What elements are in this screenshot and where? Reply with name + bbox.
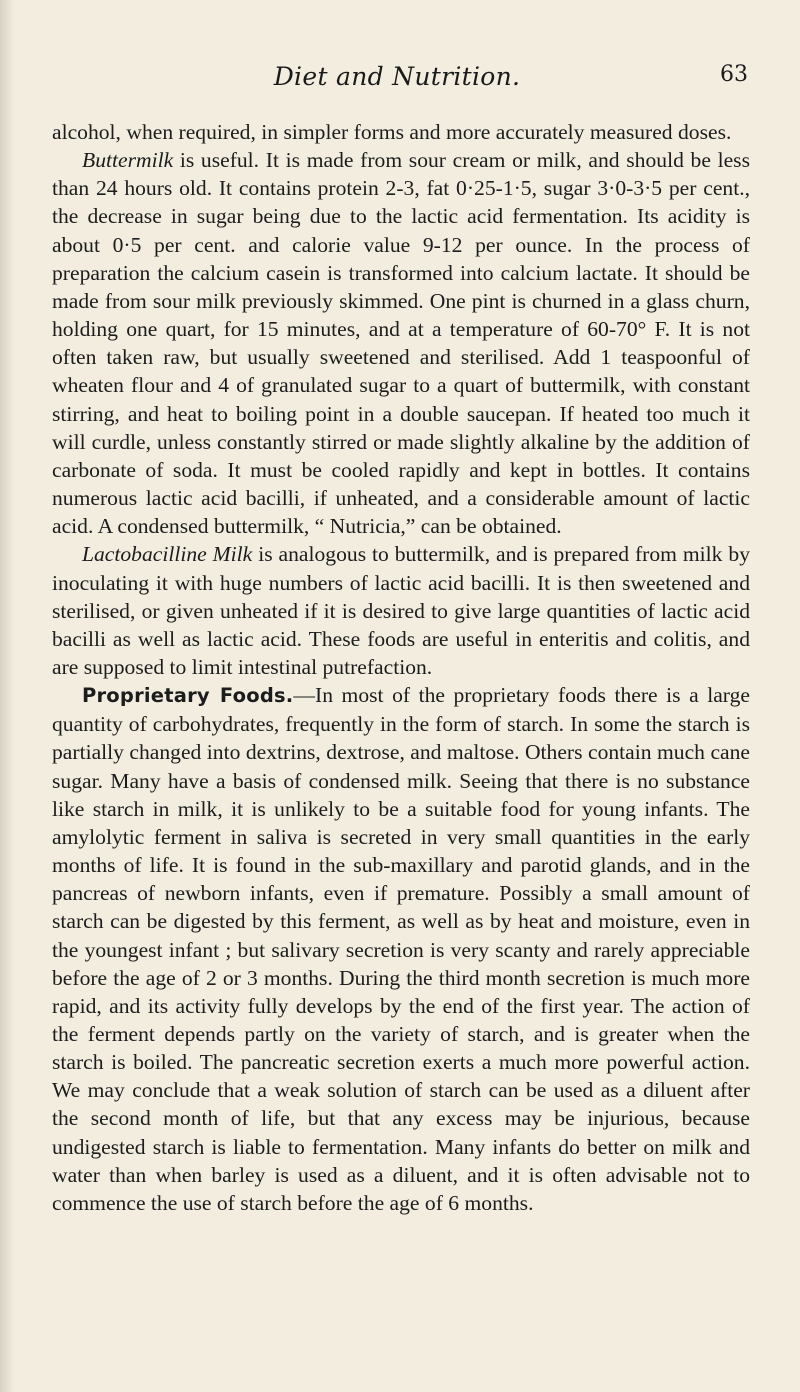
run-in-title-buttermilk: Buttermilk xyxy=(82,148,174,173)
page-number: 63 xyxy=(720,62,748,87)
section-heading-proprietary-foods: Proprietary Foods. xyxy=(82,684,294,708)
body-text xyxy=(52,118,750,1217)
paragraph-alcohol-continuation xyxy=(52,118,750,146)
paragraph-text: is useful. It is made from sour cream or milk, and should be less than 24 hours old. It contains protein 2-3, fat 0·25-1·5, sugar 3·0-3·5 per cent., the decrease in sugar being due to the lactic acid fermentation. Its acidity is about 0·5 per cent. and calorie value 9-12 per ounce. In the process of preparation the calcium casein is transformed into calcium lactate. It should be made from sour milk previously skimmed. One pint is churned in a glass churn, holding one quart, for 15 minutes, and at a temperature of 60-70° F. It is not often taken raw, but usually sweetened and sterilised. Add 1 teaspoonful of wheaten flour and 4 of granulated sugar to a quart of buttermilk, with constant stirring, and heat to boiling point in a double saucepan. If heated too much it will curdle, unless constantly stirred or made slightly alkaline by the addition of carbonate of soda. It must be cooled rapidly and kept in bottles. It contains numerous lactic acid bacilli, if unheated, and a considerable amount of lactic acid. A condensed buttermilk, “ Nutricia,” can be obtained. xyxy=(52,148,750,539)
paragraph-text: is analogous to buttermilk, and is prepared from milk by inoculating it with huge numbers of lactic acid bacilli. It is then sweetened and sterilised, or given unheated if it is desired to give large quantities of lactic acid bacilli as well as lactic acid. These foods are useful in enteritis and colitis, and are supposed to limit intestinal putrefaction. xyxy=(52,542,750,679)
running-title: Diet and Nutrition. xyxy=(273,62,521,91)
paragraph-text: —In most of the proprietary foods there is a large quantity of carbohydrates, frequently in the form of starch. In some the starch is partially changed into dextrins, dextrose, and maltose. Others contain much cane sugar. Many have a basis of condensed milk. Seeing that there is no substance like starch in milk, it is unlikely to be a suitable food for young infants. The amylolytic ferment in saliva is secreted in very small quantities in the early months of life. It is found in the sub-maxillary and parotid glands, and in the pancreas of newborn infants, even if premature. Possibly a small amount of starch can be digested by this ferment, as well as by heat and moisture, even in the youngest infant ; but salivary secretion is very scanty and rarely appreciable before the age of 2 or 3 months. During the third month secretion is much more rapid, and its activity fully develops by the end of the first year. The action of the ferment depends partly on the variety of starch, and is greater when the starch is boiled. The pancreatic secretion exerts a much more powerful action. We may conclude that a weak solution of starch can be used as a diluent after the second month of life, but that any excess may be injurious, because undigested starch is liable to fermentation. Many infants do better on milk and water than when barley is used as a diluent, and it is often advisable not to commence the use of starch before the age of 6 months. xyxy=(52,683,750,1215)
running-head xyxy=(46,56,748,96)
run-in-title-lactobacilline-milk: Lactobacilline Milk xyxy=(82,542,253,567)
paragraph-buttermilk xyxy=(52,146,750,540)
paragraph-lactobacilline-milk xyxy=(52,540,750,681)
paragraph-proprietary-foods xyxy=(52,681,750,1217)
page-gutter-shadow xyxy=(0,0,14,1392)
paragraph-text: alcohol, when required, in simpler forms and more accurately measured doses. xyxy=(52,120,732,144)
